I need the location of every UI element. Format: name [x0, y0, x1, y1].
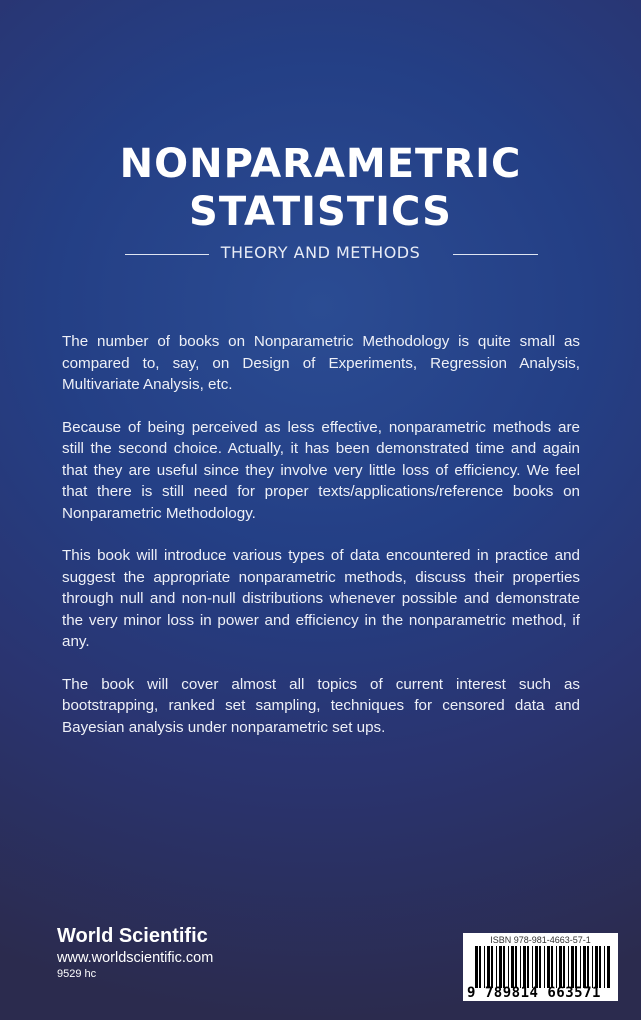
barcode-bar — [599, 946, 601, 988]
title-line-2: STATISTICS — [189, 189, 452, 235]
barcode-bar — [547, 946, 550, 988]
barcode-bar — [527, 946, 529, 988]
barcode-bar — [568, 946, 569, 988]
barcode-bar — [508, 946, 509, 988]
barcode-digits: 9 789814 663571 — [467, 985, 601, 1001]
paragraph: The book will cover almost all topics of current interest such as bootstrapping, ranked set sampling, techniques for censored data and Bayesian analysis under nonparametric set ups. — [62, 675, 580, 736]
barcode-bar — [587, 946, 589, 988]
barcode-bar — [563, 946, 565, 988]
barcode-bar — [604, 946, 605, 988]
barcode-bar — [583, 946, 586, 988]
barcode-bar — [511, 946, 514, 988]
subtitle: THEORY AND METHODS — [220, 243, 421, 262]
barcode-bar — [539, 946, 541, 988]
isbn-label: ISBN 978-981-4663-57-1 — [490, 935, 591, 945]
barcode-bar — [532, 946, 533, 988]
barcode-bar — [544, 946, 545, 988]
barcode-bar — [607, 946, 610, 988]
paragraph: Because of being perceived as less effective, nonparametric methods are still the second choice. Actually, it has been demonstrated time and again that they are useful since they involve very little loss of efficiency. We feel that there is still need for proper texts/applications/reference books on Nonparametric Methodology. — [62, 418, 580, 522]
publisher-url: www.worldscientific.com — [57, 950, 214, 966]
barcode-bar — [491, 946, 493, 988]
barcode-bar — [520, 946, 521, 988]
barcode-bar — [496, 946, 497, 988]
paragraph: The number of books on Nonparametric Methodology is quite small as compared to, say, on Design of Experiments, Regression Analysis, Multivariate Analysis, etc. — [62, 333, 580, 393]
barcode-bars — [467, 946, 614, 988]
barcode-bar — [535, 946, 538, 988]
barcode-bar — [571, 946, 574, 988]
barcode-bar — [503, 946, 505, 988]
barcode-bar — [575, 946, 577, 988]
barcode-bar — [475, 946, 478, 988]
barcode-bar — [487, 946, 490, 988]
barcode-bar — [515, 946, 517, 988]
barcode — [463, 933, 618, 1001]
barcode-bar — [580, 946, 581, 988]
barcode-bar — [479, 946, 481, 988]
publisher-info — [57, 925, 213, 980]
blurb — [62, 331, 580, 759]
barcode-bar — [559, 946, 562, 988]
paragraph: This book will introduce various types of data encountered in practice and suggest the appropriate nonparametric methods, discuss their properties through null and non-null distributions whenever possible and demonstrate the very minor loss in power and efficiency in the nonparametric method, if any. — [62, 547, 580, 650]
barcode-bar — [484, 946, 485, 988]
barcode-bar — [556, 946, 557, 988]
barcode-bar — [523, 946, 526, 988]
barcode-bar — [595, 946, 598, 988]
barcode-bar — [592, 946, 593, 988]
barcode-bar — [551, 946, 553, 988]
product-code: 9529 hc — [57, 968, 97, 980]
publisher-name: World Scientific — [57, 925, 208, 947]
title-line-1: NONPARAMETRIC — [119, 141, 522, 187]
divider-right — [453, 254, 538, 255]
barcode-bar — [499, 946, 502, 988]
